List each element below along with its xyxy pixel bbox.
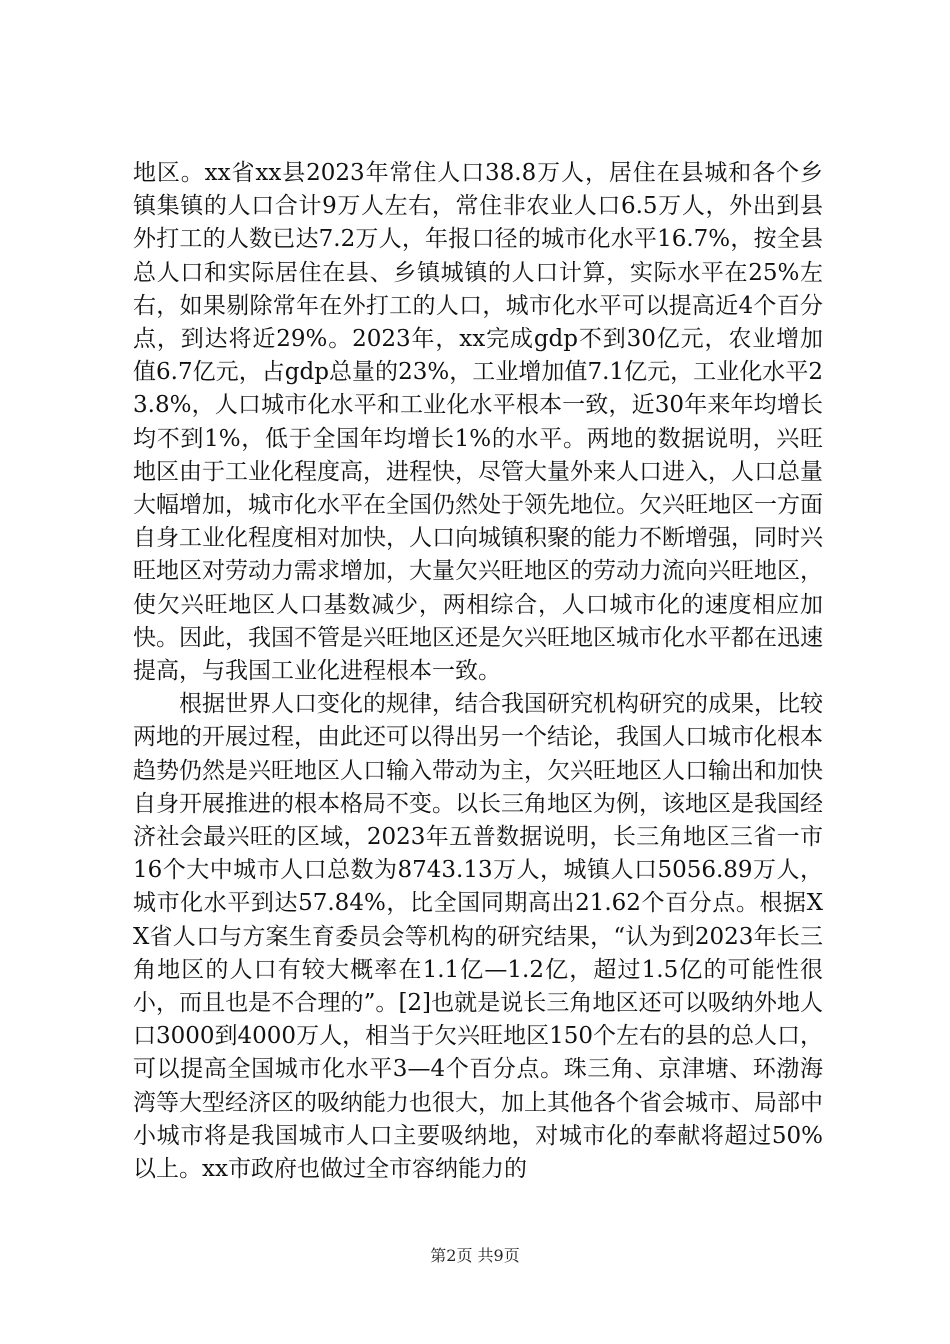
page-footer: 第2页 共9页 xyxy=(430,1246,520,1265)
paragraph-continued: 地区。xx省xx县2023年常住人口38.8万人，居住在县城和各个乡镇集镇的人口合计9万人左右，常住非农业人口6.5万人，外出到县外打工的人数已达7.2万人，年报口径的城市化水平16.7%，按全县总人口和实际居住在县、乡镇城镇的人口计算，实际水平在25%左右，如果剔除常年在外打工的人口，城市化水平可以提高近4个百分点，到达将近29%。2023年，xx完成gdp不到30亿元，农业增加值6.7亿元，占gdp总量的23%，工业增加值7.1亿元，工业化水平23.8%，人口城市化水平和工业化水平根本一致，近30年来年均增长均不到1%，低于全国年均增长1%的水平。两地的数据说明，兴旺地区由于工业化程度高，进程快，尽管大量外来人口进入，人口总量大幅增加，城市化水平在全国仍然处于领先地位。欠兴旺地区一方面自身工业化程度相对加快，人口向城镇积聚的能力不断增强，同时兴旺地区对劳动力需求增加，大量欠兴旺地区的劳动力流向兴旺地区，使欠兴旺地区人口基数减少，两相综合，人口城市化的速度相应加快。因此，我国不管是兴旺地区还是欠兴旺地区城市化水平都在迅速提高，与我国工业化进程根本一致。 xyxy=(133,160,823,685)
document-body xyxy=(133,157,823,1186)
paragraph: 根据世界人口变化的规律，结合我国研究机构研究的成果，比较两地的开展过程，由此还可以得出另一个结论，我国人口城市化根本趋势仍然是兴旺地区人口输入带动为主，欠兴旺地区人口输出和加快自身开展推进的根本格局不变。以长三角地区为例，该地区是我国经济社会最兴旺的区域，2023年五普数据说明，长三角地区三省一市16个大中城市人口总数为8743.13万人，城镇人口5056.89万人，城市化水平到达57.84%，比全国同期高出21.62个百分点。根据XX省人口与方案生育委员会等机构的研究结果，“认为到2023年长三角地区的人口有较大概率在1.1亿—1.2亿，超过1.5亿的可能性很小，而且也是不合理的”。[2]也就是说长三角地区还可以吸纳外地人口3000到4000万人，相当于欠兴旺地区150个左右的县的总人口，可以提高全国城市化水平3—4个百分点。珠三角、京津塘、环渤海湾等大型经济区的吸纳能力也很大，加上其他各个省会城市、局部中小城市将是我国城市人口主要吸纳地，对城市化的奉献将超过50%以上。xx市政府也做过全市容纳能力的 xyxy=(133,691,823,1183)
